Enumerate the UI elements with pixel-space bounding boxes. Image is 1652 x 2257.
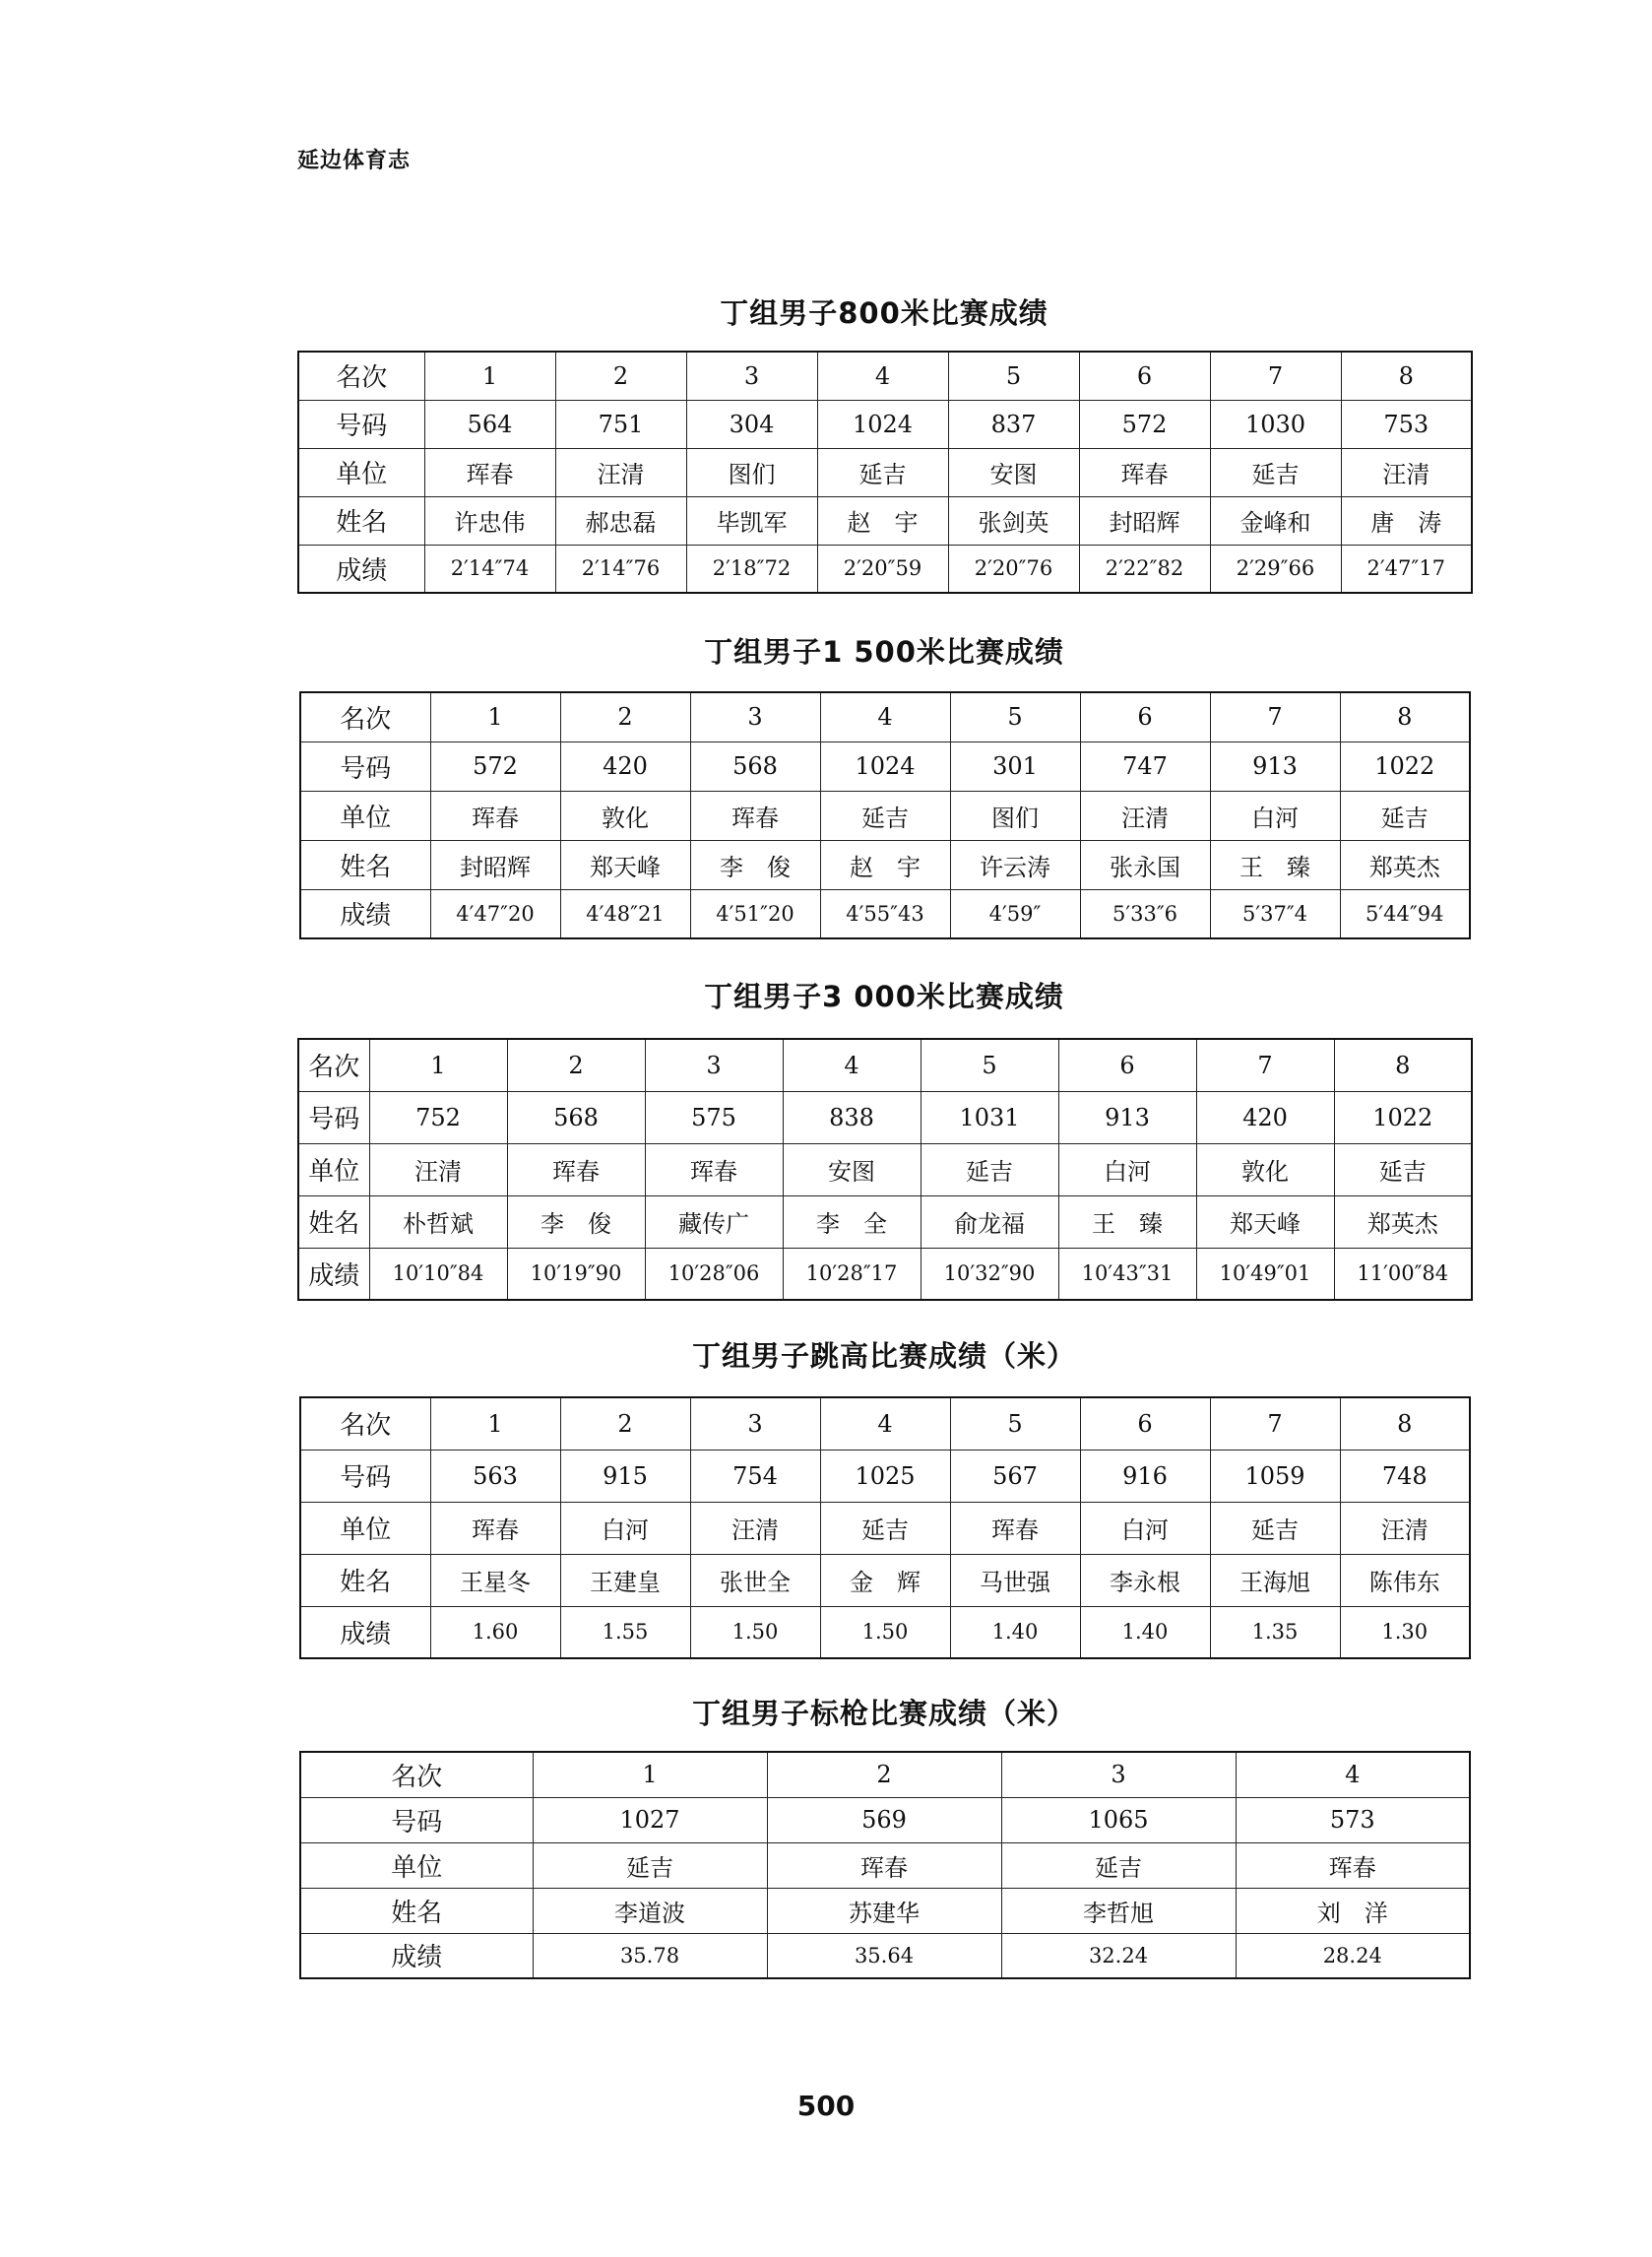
result-cell: 4′48″21 xyxy=(560,889,690,938)
row-label-rank: 名次 xyxy=(298,352,424,400)
row-label-rank: 名次 xyxy=(300,1752,533,1797)
result-cell: 10′32″90 xyxy=(921,1248,1058,1300)
rank-cell: 5 xyxy=(950,1397,1080,1450)
row-label-number: 号码 xyxy=(298,1091,369,1143)
result-cell: 10′49″01 xyxy=(1196,1248,1334,1300)
result-cell: 5′33″6 xyxy=(1080,889,1210,938)
unit-cell: 延吉 xyxy=(921,1143,1058,1195)
name-cell: 赵 宇 xyxy=(820,840,950,889)
result-cell: 2′14″74 xyxy=(424,545,555,593)
row-label-unit: 单位 xyxy=(298,448,424,496)
number-cell: 568 xyxy=(690,742,820,791)
number-cell: 748 xyxy=(1340,1450,1470,1502)
result-cell: 10′43″31 xyxy=(1058,1248,1196,1300)
rank-cell: 2 xyxy=(767,1752,1001,1797)
rank-cell: 1 xyxy=(430,692,560,742)
unit-cell: 珲春 xyxy=(690,791,820,840)
table-title: 丁组男子3 000米比赛成绩 xyxy=(704,980,1064,1013)
name-cell: 郑天峰 xyxy=(1196,1195,1334,1248)
unit-cell: 延吉 xyxy=(1210,1502,1340,1554)
number-cell: 1031 xyxy=(921,1091,1058,1143)
result-cell: 1.60 xyxy=(430,1606,560,1658)
row-label-result: 成绩 xyxy=(300,1933,533,1978)
rank-cell: 5 xyxy=(950,692,1080,742)
result-cell: 2′22″82 xyxy=(1079,545,1210,593)
number-cell: 572 xyxy=(1079,400,1210,448)
number-cell: 1030 xyxy=(1210,400,1341,448)
number-cell: 1027 xyxy=(533,1797,767,1842)
result-cell: 4′47″20 xyxy=(430,889,560,938)
results-table xyxy=(299,1396,1471,1659)
table-row-rank xyxy=(300,692,1470,742)
name-cell: 刘 洋 xyxy=(1236,1888,1470,1933)
table-row-rank xyxy=(298,352,1472,400)
row-label-unit: 单位 xyxy=(300,791,430,840)
name-cell: 苏建华 xyxy=(767,1888,1001,1933)
unit-cell: 珲春 xyxy=(1236,1842,1470,1888)
unit-cell: 汪清 xyxy=(369,1143,507,1195)
row-label-result: 成绩 xyxy=(300,889,430,938)
name-cell: 李 俊 xyxy=(690,840,820,889)
rank-cell: 6 xyxy=(1080,692,1210,742)
result-cell: 28.24 xyxy=(1236,1933,1470,1978)
table-row-result xyxy=(298,545,1472,593)
results-table xyxy=(297,1038,1473,1301)
result-cell: 35.64 xyxy=(767,1933,1001,1978)
number-cell: 1065 xyxy=(1001,1797,1236,1842)
name-cell: 金峰和 xyxy=(1210,496,1341,545)
table-row-unit xyxy=(298,448,1472,496)
number-cell: 1022 xyxy=(1340,742,1470,791)
number-cell: 572 xyxy=(430,742,560,791)
rank-cell: 3 xyxy=(645,1039,783,1091)
row-label-unit: 单位 xyxy=(300,1502,430,1554)
name-cell: 李 俊 xyxy=(507,1195,645,1248)
name-cell: 郑英杰 xyxy=(1334,1195,1472,1248)
table-section-1500m xyxy=(299,630,1469,945)
table-row-name xyxy=(300,1888,1470,1933)
unit-cell: 敦化 xyxy=(560,791,690,840)
name-cell: 李哲旭 xyxy=(1001,1888,1236,1933)
number-cell: 420 xyxy=(560,742,690,791)
table-row-name xyxy=(298,1195,1472,1248)
result-cell: 2′29″66 xyxy=(1210,545,1341,593)
result-cell: 4′55″43 xyxy=(820,889,950,938)
name-cell: 许忠伟 xyxy=(424,496,555,545)
unit-cell: 汪清 xyxy=(1341,448,1472,496)
row-label-unit: 单位 xyxy=(300,1842,533,1888)
rank-cell: 7 xyxy=(1196,1039,1334,1091)
name-cell: 朴哲斌 xyxy=(369,1195,507,1248)
result-cell: 1.50 xyxy=(690,1606,820,1658)
number-cell: 301 xyxy=(950,742,1080,791)
name-cell: 马世强 xyxy=(950,1554,1080,1606)
result-cell: 5′44″94 xyxy=(1340,889,1470,938)
result-cell: 1.50 xyxy=(820,1606,950,1658)
row-label-result: 成绩 xyxy=(298,545,424,593)
rank-cell: 3 xyxy=(690,692,820,742)
results-table xyxy=(299,691,1471,939)
table-row-result xyxy=(300,1933,1470,1978)
number-cell: 564 xyxy=(424,400,555,448)
results-table xyxy=(299,1751,1471,1979)
rank-cell: 1 xyxy=(424,352,555,400)
number-cell: 569 xyxy=(767,1797,1001,1842)
unit-cell: 珲春 xyxy=(645,1143,783,1195)
rank-cell: 8 xyxy=(1340,692,1470,742)
rank-cell: 5 xyxy=(948,352,1079,400)
result-cell: 5′37″4 xyxy=(1210,889,1340,938)
row-label-number: 号码 xyxy=(300,1797,533,1842)
rank-cell: 1 xyxy=(430,1397,560,1450)
rank-cell: 8 xyxy=(1334,1039,1472,1091)
rank-cell: 6 xyxy=(1058,1039,1196,1091)
unit-cell: 敦化 xyxy=(1196,1143,1334,1195)
unit-cell: 安图 xyxy=(948,448,1079,496)
name-cell: 李永根 xyxy=(1080,1554,1210,1606)
name-cell: 王 臻 xyxy=(1210,840,1340,889)
result-cell: 10′10″84 xyxy=(369,1248,507,1300)
rank-cell: 4 xyxy=(1236,1752,1470,1797)
row-label-name: 姓名 xyxy=(300,1888,533,1933)
table-title: 丁组男子跳高比赛成绩（米） xyxy=(691,1339,1076,1373)
result-cell: 2′18″72 xyxy=(686,545,817,593)
result-cell: 4′51″20 xyxy=(690,889,820,938)
unit-cell: 珲春 xyxy=(767,1842,1001,1888)
table-row-number xyxy=(300,742,1470,791)
name-cell: 张世全 xyxy=(690,1554,820,1606)
number-cell: 751 xyxy=(555,400,686,448)
name-cell: 许云涛 xyxy=(950,840,1080,889)
unit-cell: 白河 xyxy=(1080,1502,1210,1554)
running-header: 延边体育志 xyxy=(297,149,412,173)
result-cell: 35.78 xyxy=(533,1933,767,1978)
result-cell: 11′00″84 xyxy=(1334,1248,1472,1300)
rank-cell: 1 xyxy=(533,1752,767,1797)
number-cell: 567 xyxy=(950,1450,1080,1502)
table-row-number xyxy=(300,1450,1470,1502)
rank-cell: 5 xyxy=(921,1039,1058,1091)
unit-cell: 汪清 xyxy=(1340,1502,1470,1554)
rank-cell: 8 xyxy=(1340,1397,1470,1450)
row-label-name: 姓名 xyxy=(298,1195,369,1248)
name-cell: 唐 涛 xyxy=(1341,496,1472,545)
row-label-unit: 单位 xyxy=(298,1143,369,1195)
table-row-number xyxy=(298,1091,1472,1143)
result-cell: 2′20″59 xyxy=(817,545,948,593)
row-label-number: 号码 xyxy=(298,400,424,448)
row-label-number: 号码 xyxy=(300,742,430,791)
table-title: 丁组男子1 500米比赛成绩 xyxy=(704,635,1064,669)
result-cell: 32.24 xyxy=(1001,1933,1236,1978)
unit-cell: 白河 xyxy=(560,1502,690,1554)
rank-cell: 7 xyxy=(1210,1397,1340,1450)
page-number: 500 xyxy=(796,2090,856,2122)
table-row-unit xyxy=(300,1842,1470,1888)
unit-cell: 安图 xyxy=(783,1143,921,1195)
number-cell: 563 xyxy=(430,1450,560,1502)
number-cell: 753 xyxy=(1341,400,1472,448)
table-row-rank xyxy=(300,1752,1470,1797)
rank-cell: 4 xyxy=(820,692,950,742)
row-label-rank: 名次 xyxy=(300,1397,430,1450)
result-cell: 2′20″76 xyxy=(948,545,1079,593)
rank-cell: 4 xyxy=(817,352,948,400)
number-cell: 915 xyxy=(560,1450,690,1502)
rank-cell: 1 xyxy=(369,1039,507,1091)
number-cell: 916 xyxy=(1080,1450,1210,1502)
rank-cell: 3 xyxy=(690,1397,820,1450)
number-cell: 420 xyxy=(1196,1091,1334,1143)
result-cell: 2′14″76 xyxy=(555,545,686,593)
result-cell: 1.40 xyxy=(950,1606,1080,1658)
row-label-name: 姓名 xyxy=(300,1554,430,1606)
name-cell: 张剑英 xyxy=(948,496,1079,545)
table-row-unit xyxy=(298,1143,1472,1195)
result-cell: 1.35 xyxy=(1210,1606,1340,1658)
number-cell: 747 xyxy=(1080,742,1210,791)
row-label-number: 号码 xyxy=(300,1450,430,1502)
number-cell: 838 xyxy=(783,1091,921,1143)
name-cell: 郑英杰 xyxy=(1340,840,1470,889)
rank-cell: 6 xyxy=(1080,1397,1210,1450)
name-cell: 王 臻 xyxy=(1058,1195,1196,1248)
number-cell: 575 xyxy=(645,1091,783,1143)
rank-cell: 2 xyxy=(555,352,686,400)
table-section-high-jump xyxy=(299,1334,1469,1657)
unit-cell: 图们 xyxy=(950,791,1080,840)
rank-cell: 4 xyxy=(783,1039,921,1091)
table-row-name xyxy=(300,840,1470,889)
table-row-unit xyxy=(300,791,1470,840)
unit-cell: 珲春 xyxy=(1079,448,1210,496)
name-cell: 王海旭 xyxy=(1210,1554,1340,1606)
table-section-3000m xyxy=(297,975,1471,1296)
unit-cell: 延吉 xyxy=(1340,791,1470,840)
number-cell: 754 xyxy=(690,1450,820,1502)
unit-cell: 珲春 xyxy=(430,1502,560,1554)
result-cell: 2′47″17 xyxy=(1341,545,1472,593)
table-section-javelin xyxy=(299,1692,1469,1987)
row-label-result: 成绩 xyxy=(300,1606,430,1658)
rank-cell: 7 xyxy=(1210,692,1340,742)
table-title: 丁组男子800米比赛成绩 xyxy=(720,296,1048,330)
unit-cell: 汪清 xyxy=(1080,791,1210,840)
unit-cell: 图们 xyxy=(686,448,817,496)
rank-cell: 7 xyxy=(1210,352,1341,400)
name-cell: 郝忠磊 xyxy=(555,496,686,545)
number-cell: 573 xyxy=(1236,1797,1470,1842)
unit-cell: 延吉 xyxy=(1334,1143,1472,1195)
result-cell: 1.30 xyxy=(1340,1606,1470,1658)
table-row-rank xyxy=(298,1039,1472,1091)
unit-cell: 延吉 xyxy=(820,791,950,840)
table-row-name xyxy=(300,1554,1470,1606)
row-label-rank: 名次 xyxy=(298,1039,369,1091)
rank-cell: 3 xyxy=(1001,1752,1236,1797)
number-cell: 1024 xyxy=(817,400,948,448)
unit-cell: 延吉 xyxy=(820,1502,950,1554)
name-cell: 王建皇 xyxy=(560,1554,690,1606)
name-cell: 陈伟东 xyxy=(1340,1554,1470,1606)
unit-cell: 珲春 xyxy=(424,448,555,496)
number-cell: 1025 xyxy=(820,1450,950,1502)
number-cell: 913 xyxy=(1058,1091,1196,1143)
result-cell: 1.40 xyxy=(1080,1606,1210,1658)
row-label-result: 成绩 xyxy=(298,1248,369,1300)
row-label-name: 姓名 xyxy=(300,840,430,889)
result-cell: 10′28″17 xyxy=(783,1248,921,1300)
name-cell: 封昭辉 xyxy=(430,840,560,889)
unit-cell: 白河 xyxy=(1210,791,1340,840)
table-row-name xyxy=(298,496,1472,545)
table-section-800m xyxy=(297,291,1471,597)
name-cell: 王星冬 xyxy=(430,1554,560,1606)
name-cell: 毕凯军 xyxy=(686,496,817,545)
table-row-number xyxy=(298,400,1472,448)
unit-cell: 珲春 xyxy=(507,1143,645,1195)
table-row-unit xyxy=(300,1502,1470,1554)
table-row-number xyxy=(300,1797,1470,1842)
results-table xyxy=(297,351,1473,594)
unit-cell: 延吉 xyxy=(533,1842,767,1888)
name-cell: 李道波 xyxy=(533,1888,767,1933)
number-cell: 837 xyxy=(948,400,1079,448)
unit-cell: 珲春 xyxy=(430,791,560,840)
result-cell: 4′59″ xyxy=(950,889,1080,938)
name-cell: 赵 宇 xyxy=(817,496,948,545)
table-row-result xyxy=(300,889,1470,938)
table-row-result xyxy=(300,1606,1470,1658)
table-title: 丁组男子标枪比赛成绩（米） xyxy=(691,1697,1076,1730)
number-cell: 1022 xyxy=(1334,1091,1472,1143)
name-cell: 郑天峰 xyxy=(560,840,690,889)
result-cell: 1.55 xyxy=(560,1606,690,1658)
unit-cell: 白河 xyxy=(1058,1143,1196,1195)
name-cell: 张永国 xyxy=(1080,840,1210,889)
unit-cell: 珲春 xyxy=(950,1502,1080,1554)
name-cell: 金 辉 xyxy=(820,1554,950,1606)
table-row-result xyxy=(298,1248,1472,1300)
number-cell: 1059 xyxy=(1210,1450,1340,1502)
name-cell: 俞龙福 xyxy=(921,1195,1058,1248)
rank-cell: 2 xyxy=(560,1397,690,1450)
unit-cell: 汪清 xyxy=(690,1502,820,1554)
number-cell: 913 xyxy=(1210,742,1340,791)
rank-cell: 2 xyxy=(560,692,690,742)
number-cell: 1024 xyxy=(820,742,950,791)
table-row-rank xyxy=(300,1397,1470,1450)
number-cell: 568 xyxy=(507,1091,645,1143)
name-cell: 藏传广 xyxy=(645,1195,783,1248)
unit-cell: 延吉 xyxy=(1001,1842,1236,1888)
number-cell: 304 xyxy=(686,400,817,448)
rank-cell: 2 xyxy=(507,1039,645,1091)
result-cell: 10′19″90 xyxy=(507,1248,645,1300)
rank-cell: 4 xyxy=(820,1397,950,1450)
result-cell: 10′28″06 xyxy=(645,1248,783,1300)
row-label-rank: 名次 xyxy=(300,692,430,742)
name-cell: 封昭辉 xyxy=(1079,496,1210,545)
row-label-name: 姓名 xyxy=(298,496,424,545)
unit-cell: 汪清 xyxy=(555,448,686,496)
unit-cell: 延吉 xyxy=(817,448,948,496)
rank-cell: 8 xyxy=(1341,352,1472,400)
name-cell: 李 全 xyxy=(783,1195,921,1248)
unit-cell: 延吉 xyxy=(1210,448,1341,496)
number-cell: 752 xyxy=(369,1091,507,1143)
rank-cell: 6 xyxy=(1079,352,1210,400)
rank-cell: 3 xyxy=(686,352,817,400)
